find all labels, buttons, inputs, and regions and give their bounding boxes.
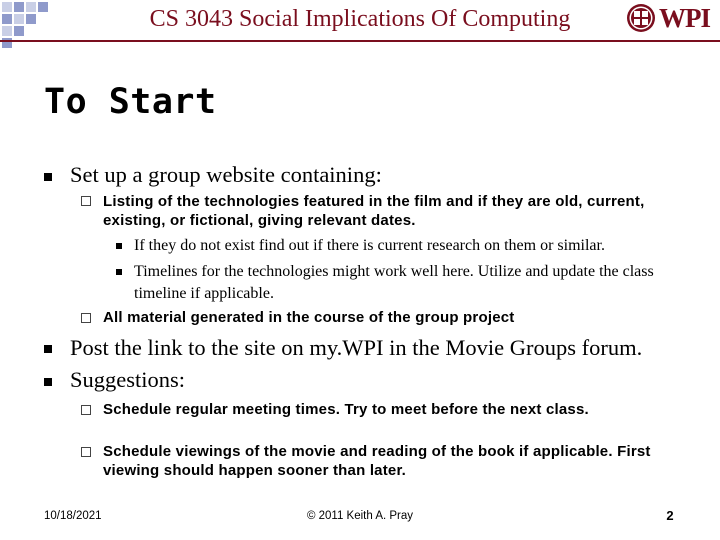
footer-copyright: © 2011 Keith A. Pray bbox=[306, 510, 414, 522]
hollow-square-bullet bbox=[81, 313, 91, 323]
corner-squares-decoration bbox=[0, 0, 80, 60]
filled-square-bullet bbox=[44, 173, 52, 181]
footer-date: 10/18/2021 bbox=[44, 510, 102, 522]
wpi-logo bbox=[626, 3, 710, 33]
filled-square-bullet bbox=[44, 345, 52, 353]
header-divider bbox=[0, 40, 720, 42]
hollow-square-bullet bbox=[81, 447, 91, 457]
page-number: 2 bbox=[666, 508, 674, 523]
hollow-square-bullet bbox=[81, 196, 91, 206]
filled-square-bullet bbox=[116, 269, 122, 275]
filled-square-bullet bbox=[44, 378, 52, 386]
wpi-logo-text: WPI bbox=[659, 3, 710, 33]
course-title: CS 3043 Social Implications Of Computing bbox=[149, 6, 571, 32]
wpi-seal-icon bbox=[626, 3, 656, 33]
filled-square-bullet bbox=[116, 243, 122, 249]
slide-title: To Start bbox=[44, 82, 217, 122]
hollow-square-bullet bbox=[81, 405, 91, 415]
